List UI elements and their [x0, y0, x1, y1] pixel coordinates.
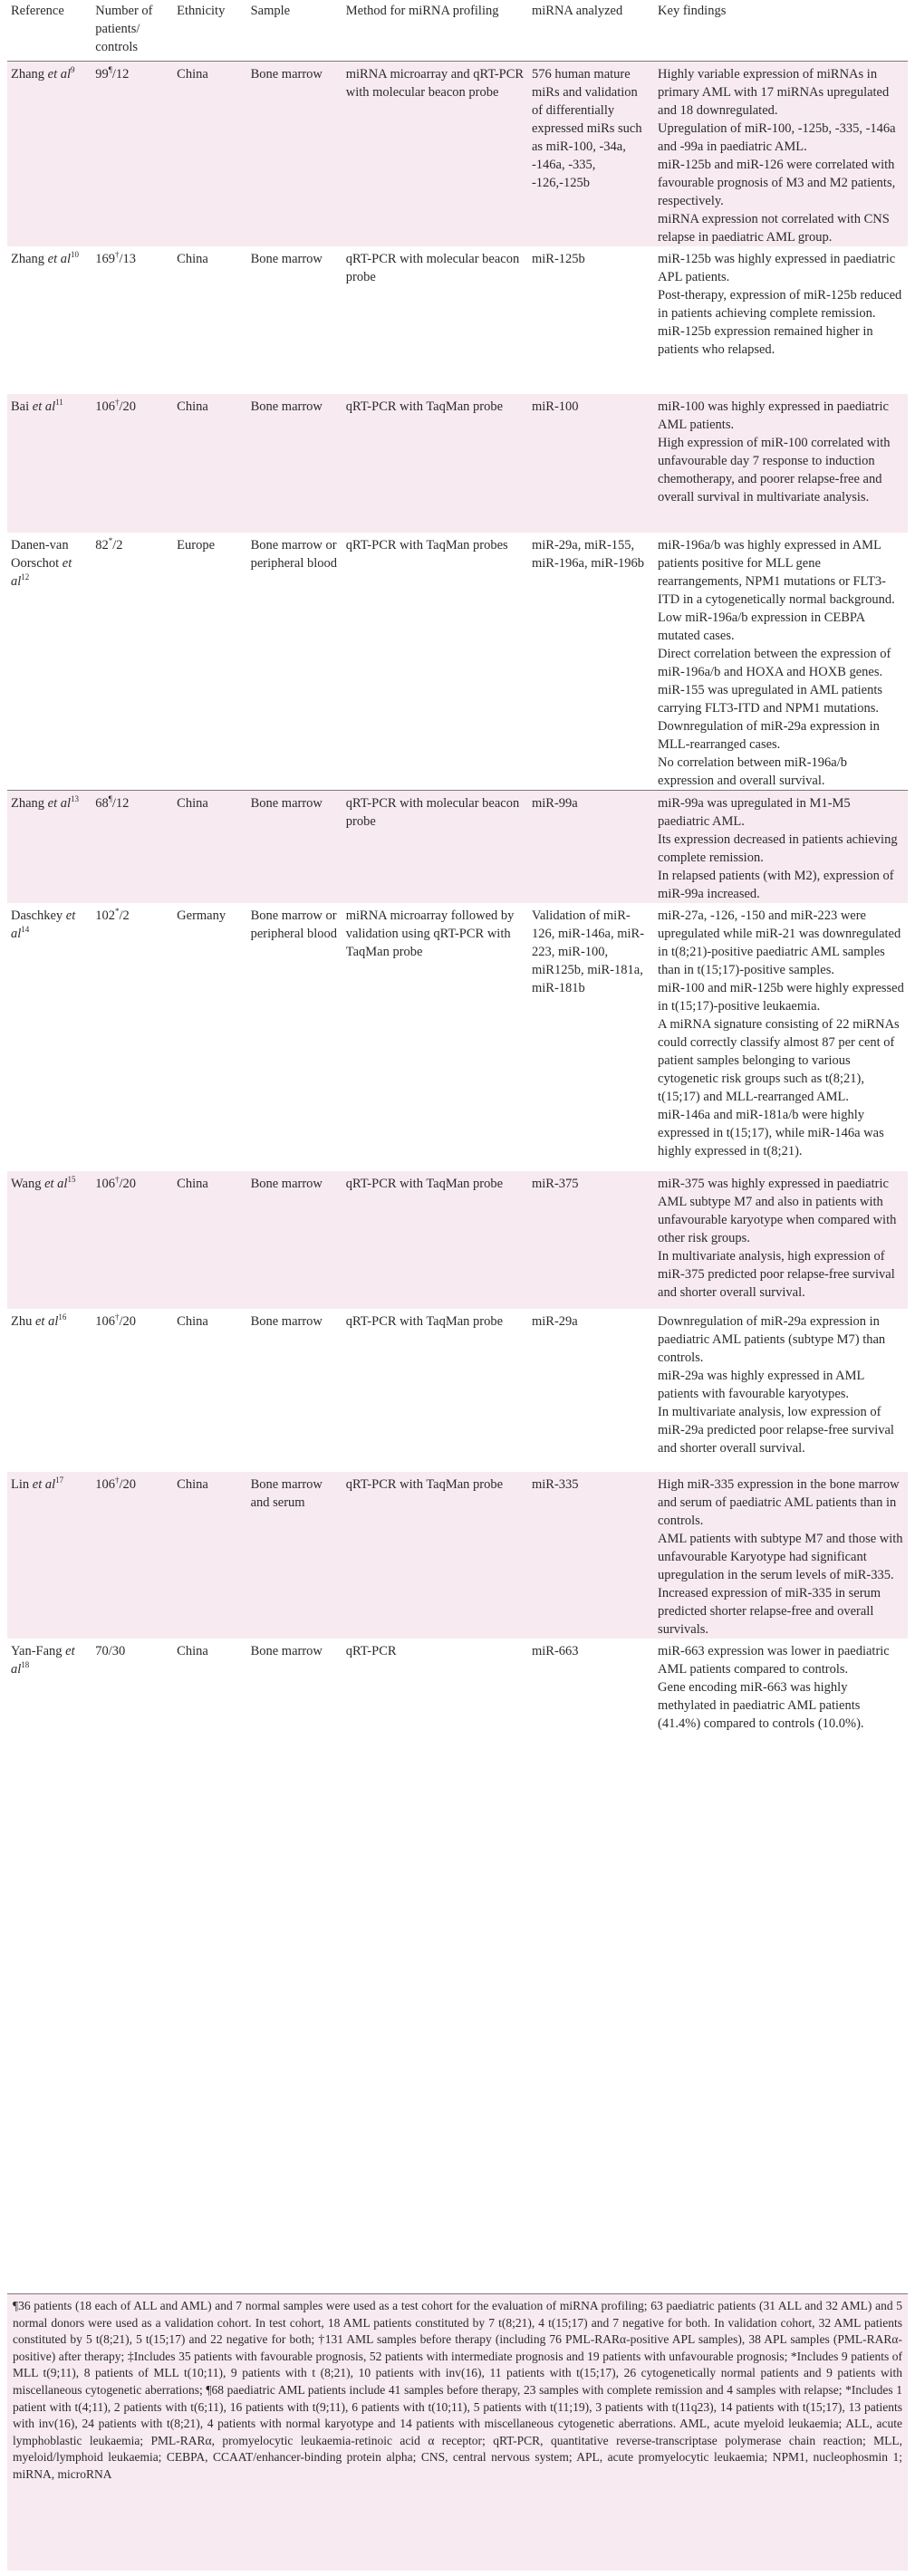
- finding-line: miRNA expression not correlated with CNS relapse in paediatric AML group.: [658, 211, 893, 245]
- findings-cell: [654, 1639, 908, 1799]
- method-value: qRT-PCR: [345, 1643, 397, 1658]
- method-cell: [342, 1639, 528, 1799]
- finding-line: miR-99a was upregulated in M1-M5 paediatric AML.: [658, 795, 854, 829]
- reference-cell: [7, 903, 92, 1171]
- method-value: qRT-PCR with TaqMan probe: [345, 1476, 504, 1492]
- mirna-cell: [528, 790, 654, 903]
- header-key-findings: Key findings: [654, 0, 908, 61]
- reference-etal: et al: [47, 66, 72, 82]
- patients-controls-cell: [92, 903, 173, 1171]
- finding-line: miR-125b expression remained higher in patients who relapsed.: [658, 323, 877, 357]
- ethnicity-cell: [173, 246, 246, 394]
- finding-line: miR-100 was highly expressed in paediatric AML patients.: [658, 399, 891, 432]
- finding-line: In multivariate analysis, low expression of miR-29a predicted poor relapse-free survival and shorter overall survival.: [658, 1404, 898, 1456]
- controls-count: /20: [119, 399, 137, 414]
- sample-value: Bone marrow: [250, 795, 323, 811]
- finding-line: miR-146a and miR-181a/b were highly expressed in t(15;17), while miR-146a was highly expressed in t(8;21).: [658, 1107, 888, 1158]
- patients-controls-cell: [92, 533, 173, 791]
- patients-count: 106: [95, 1176, 116, 1191]
- patients-controls-cell: [92, 61, 173, 246]
- method-value: qRT-PCR with molecular beacon probe: [345, 795, 520, 829]
- reference-cell: [7, 790, 92, 903]
- patients-controls-cell: [92, 1472, 173, 1639]
- patients-footnote-mark: ¶: [108, 64, 112, 74]
- method-cell: [342, 1171, 528, 1309]
- patients-count: 169: [95, 251, 116, 266]
- mirna-cell: [528, 1171, 654, 1309]
- finding-line: miR-155 was upregulated in AML patients carrying FLT3-ITD and NPM1 mutations.: [658, 682, 886, 716]
- ethnicity-value: China: [177, 1643, 208, 1658]
- method-cell: [342, 394, 528, 533]
- method-cell: [342, 533, 528, 791]
- finding-line: In multivariate analysis, high expression of miR-375 predicted poor relapse-free survival and shorter overall survival.: [658, 1248, 899, 1300]
- method-cell: [342, 790, 528, 903]
- reference-author: Zhang: [11, 66, 45, 82]
- finding-line: miR-27a, -126, -150 and miR-223 were upregulated while miR-21 was downregulated in t(8;21)-positive paediatric AML samples than in t(15;17)-positive samples.: [658, 908, 904, 977]
- patients-count: 68: [95, 795, 109, 811]
- reference-number: 17: [55, 1475, 64, 1485]
- table-body: [7, 61, 908, 1799]
- controls-count: /2: [112, 537, 123, 553]
- finding-line: miR-663 expression was lower in paediatric AML patients compared to controls.: [658, 1643, 892, 1677]
- sample-cell: [247, 1309, 342, 1472]
- header-reference: Reference: [7, 0, 92, 61]
- mirna-value: miR-100: [531, 399, 579, 414]
- ethnicity-cell: [173, 1171, 246, 1309]
- sample-value: Bone marrow: [250, 1176, 323, 1191]
- reference-cell: [7, 1639, 92, 1799]
- table-row: [7, 394, 908, 533]
- header-method: Method for miRNA profiling: [342, 0, 528, 61]
- sample-value: Bone marrow or peripheral blood: [250, 908, 338, 941]
- ethnicity-cell: [173, 1639, 246, 1799]
- sample-cell: [247, 533, 342, 791]
- sample-cell: [247, 394, 342, 533]
- sample-cell: [247, 903, 342, 1171]
- reference-author: Lin: [11, 1476, 30, 1492]
- reference-etal: et al: [47, 251, 72, 266]
- mirna-cell: [528, 394, 654, 533]
- reference-number: 9: [71, 64, 75, 74]
- finding-line: miR-125b was highly expressed in paediatric APL patients.: [658, 251, 899, 284]
- footnote-text: ¶36 patients (18 each of ALL and AML) and 7 normal samples were used as a test cohort for the evaluation of miRNA profiling; 63 paediatric patients (31 ALL and 32 AML) and 5 normal donors were used as a validation cohort. In test cohort, 18 AML patients constituted by 7 t(8;21), 4 t(15;17) and 7 negative for both. In validation cohort, 32 AML patients constituted by 5 t(8;21), 5 t(15;17) and 22 negative for both; †131 AML samples before therapy (including 76 PML-RARα-positive APL samples), 38 APL samples (PML-RARα-positive) after therapy; ‡Includes 35 patients with favourable prognosis, 52 patients with intermediate prognosis and 19 patients with unfavourable prognosis; *Includes 9 patients of MLL t(9;11), 8 patients of MLL t(10;11), 9 patients with t (8;21), 10 patients with inv(16), 11 patients with t(15;17), 26 cytogenetically normal patients and 9 patients with miscellaneous cytogenetic aberrations; ¶68 paediatric AML patients include 41 samples before therapy, 23 samples with complete remission and 4 samples with relapse; *Includes 1 patient with t(4;11), 2 patients with t(6;11), 16 patients with t(9;11), 6 patients with t(10;11), 5 patients with t(11;19), 3 patients with t(11q23), 14 patients with t(15;17), 13 patients with inv(16), 24 patients with t(8;21), 4 patients with normal karyotype and 14 patients with miscellaneous cytogenetic aberrations. AML, acute myeloid leukaemia; ALL, acute lymphoblastic leukaemia; PML-RARα, promyelocytic leukaemia-retinoic acid α receptor; qRT-PCR, quantitative reverse-transcriptase polymerase chain reaction; MLL, myeloid/lymphoid leukaemia; CEBPA, CCAAT/enhancer-binding protein alpha; CNS, central nervous system; APL, acute promyelocytic leukaemia; NPM1, nucleophosmin 1; miRNA, microRNA: [13, 2299, 902, 2481]
- method-value: qRT-PCR with molecular beacon probe: [345, 251, 520, 284]
- sample-value: Bone marrow: [250, 1313, 323, 1329]
- reference-cell: [7, 533, 92, 791]
- finding-line: miR-196a/b was highly expressed in AML patients positive for MLL gene rearrangements, NPM1 mutations or FLT3-ITD in a cytogenetically normal background.: [658, 537, 895, 607]
- reference-number: 14: [21, 924, 30, 934]
- reference-number: 10: [71, 249, 80, 259]
- mirna-cell: [528, 1639, 654, 1799]
- table-row: [7, 533, 908, 791]
- ethnicity-value: Europe: [177, 537, 216, 553]
- ethnicity-value: China: [177, 251, 208, 266]
- finding-line: Gene encoding miR-663 was highly methylated in paediatric AML patients (41.4%) compared to controls (10.0%).: [658, 1679, 864, 1731]
- ethnicity-cell: [173, 394, 246, 533]
- reference-etal: et al: [11, 555, 72, 589]
- reference-number: 11: [55, 397, 63, 407]
- controls-count: /20: [119, 1476, 137, 1492]
- table-row: [7, 1472, 908, 1639]
- patients-count: 106: [95, 399, 116, 414]
- sample-cell: [247, 61, 342, 246]
- finding-line: Post-therapy, expression of miR-125b reduced in patients achieving complete remission.: [658, 287, 905, 321]
- controls-count: /30: [108, 1643, 126, 1658]
- header-ethnicity: Ethnicity: [173, 0, 246, 61]
- patients-footnote-mark: ¶: [108, 793, 112, 803]
- finding-line: miR-375 was highly expressed in paediatric AML subtype M7 and also in patients with unfavourable karyotype when compared with other risk groups.: [658, 1176, 900, 1245]
- ethnicity-value: China: [177, 66, 208, 82]
- reference-author: Bai: [11, 399, 30, 414]
- header-sample: Sample: [247, 0, 342, 61]
- finding-line: Its expression decreased in patients achieving complete remission.: [658, 831, 901, 865]
- patients-controls-cell: [92, 246, 173, 394]
- mirna-cell: [528, 61, 654, 246]
- patients-count: 106: [95, 1313, 116, 1329]
- table-row: [7, 790, 908, 903]
- ethnicity-cell: [173, 790, 246, 903]
- reference-etal: et al: [11, 908, 76, 941]
- table-row: [7, 1171, 908, 1309]
- patients-footnote-mark: *: [108, 535, 113, 545]
- finding-line: High miR-335 expression in the bone marrow and serum of paediatric AML patients than in controls.: [658, 1476, 903, 1528]
- method-value: qRT-PCR with TaqMan probe: [345, 399, 504, 414]
- reference-number: 18: [21, 1659, 30, 1669]
- mirna-value: miR-99a: [531, 795, 578, 811]
- table-row: [7, 61, 908, 246]
- findings-cell: [654, 61, 908, 246]
- ethnicity-cell: [173, 1309, 246, 1472]
- sample-value: Bone marrow: [250, 66, 323, 82]
- finding-line: AML patients with subtype M7 and those with unfavourable Karyotype had significant upregulation in the serum levels of miR-335.: [658, 1531, 907, 1582]
- finding-line: No correlation between miR-196a/b expression and overall survival.: [658, 755, 851, 788]
- reference-author: Danen-van Oorschot: [11, 537, 69, 571]
- patients-count: 102: [95, 908, 116, 923]
- patients-count: 106: [95, 1476, 116, 1492]
- mirna-value: 576 human mature miRs and validation of differentially expressed miRs such as miR-100, -34a, -146a, -335, -126,-125b: [531, 66, 642, 190]
- reference-number: 13: [71, 793, 80, 803]
- ethnicity-value: China: [177, 1176, 208, 1191]
- reference-author: Zhu: [11, 1313, 33, 1329]
- method-value: miRNA microarray followed by validation using qRT-PCR with TaqMan probe: [345, 908, 515, 959]
- patients-footnote-mark: †: [115, 1312, 120, 1322]
- ethnicity-value: China: [177, 1313, 208, 1329]
- finding-line: Downregulation of miR-29a expression in paediatric AML patients (subtype M7) than controls.: [658, 1313, 889, 1365]
- controls-count: /13: [119, 251, 137, 266]
- mirna-cell: [528, 533, 654, 791]
- table-row: [7, 246, 908, 394]
- patients-controls-cell: [92, 1639, 173, 1799]
- findings-cell: [654, 1171, 908, 1309]
- reference-etal: et al: [44, 1176, 68, 1191]
- ethnicity-value: China: [177, 399, 208, 414]
- reference-cell: [7, 1309, 92, 1472]
- finding-line: Increased expression of miR-335 in serum predicted shorter relapse-free and overall survivals.: [658, 1585, 884, 1637]
- sample-cell: [247, 246, 342, 394]
- method-cell: [342, 1309, 528, 1472]
- reference-author: Yan-Fang: [11, 1643, 63, 1658]
- reference-cell: [7, 1171, 92, 1309]
- findings-cell: [654, 246, 908, 394]
- sample-cell: [247, 1472, 342, 1639]
- reference-cell: [7, 1472, 92, 1639]
- header-mirna-analyzed: miRNA analyzed: [528, 0, 654, 61]
- mirna-cell: [528, 246, 654, 394]
- mirna-value: miR-125b: [531, 251, 585, 266]
- mirna-table: [7, 0, 908, 1799]
- table-row: [7, 1639, 908, 1799]
- patients-controls-cell: [92, 1171, 173, 1309]
- table-footnote: [7, 2293, 908, 2571]
- findings-cell: [654, 790, 908, 903]
- reference-number: 15: [67, 1174, 76, 1184]
- ethnicity-value: Germany: [177, 908, 226, 923]
- mirna-value: miR-663: [531, 1643, 579, 1658]
- mirna-cell: [528, 1472, 654, 1639]
- patients-footnote-mark: †: [115, 249, 120, 259]
- patients-footnote-mark: †: [115, 1174, 120, 1184]
- sample-cell: [247, 1639, 342, 1799]
- finding-line: Downregulation of miR-29a expression in MLL-rearranged cases.: [658, 718, 883, 752]
- mirna-value: miR-335: [531, 1476, 579, 1492]
- reference-etal: et al: [34, 1313, 59, 1329]
- method-value: qRT-PCR with TaqMan probes: [345, 537, 508, 553]
- reference-cell: [7, 246, 92, 394]
- reference-etal: et al: [11, 1643, 75, 1677]
- method-cell: [342, 903, 528, 1171]
- ethnicity-cell: [173, 903, 246, 1171]
- mirna-value: miR-29a, miR-155, miR-196a, miR-196b: [531, 537, 645, 571]
- sample-value: Bone marrow: [250, 1643, 323, 1658]
- patients-controls-cell: [92, 790, 173, 903]
- ethnicity-value: China: [177, 1476, 208, 1492]
- controls-count: /12: [111, 795, 130, 811]
- findings-cell: [654, 533, 908, 791]
- controls-count: /12: [111, 66, 130, 82]
- reference-cell: [7, 61, 92, 246]
- method-value: miRNA microarray and qRT-PCR with molecular beacon probe: [345, 66, 525, 100]
- finding-line: In relapsed patients (with M2), expression of miR-99a increased.: [658, 868, 898, 901]
- patients-count: 70: [95, 1643, 109, 1658]
- sample-value: Bone marrow: [250, 399, 323, 414]
- patients-controls-cell: [92, 1309, 173, 1472]
- finding-line: Low miR-196a/b expression in CEBPA mutated cases.: [658, 610, 868, 643]
- patients-footnote-mark: †: [115, 1475, 120, 1485]
- finding-line: Highly variable expression of miRNAs in primary AML with 17 miRNAs upregulated and 18 downregulated.: [658, 66, 892, 118]
- finding-line: A miRNA signature consisting of 22 miRNAs could correctly classify almost 87 per cent of patient samples belonging to various cytogenetic risk groups such as t(8;21), t(15;17) and MLL-rearranged AML.: [658, 1016, 903, 1104]
- table-row: [7, 903, 908, 1171]
- method-cell: [342, 61, 528, 246]
- finding-line: High expression of miR-100 correlated with unfavourable day 7 response to induction chemotherapy, and poorer relapse-free and overall survival in multivariate analysis.: [658, 435, 894, 505]
- method-cell: [342, 246, 528, 394]
- ethnicity-cell: [173, 1472, 246, 1639]
- mirna-value: miR-375: [531, 1176, 579, 1191]
- patients-count: 82: [95, 537, 109, 553]
- findings-cell: [654, 394, 908, 533]
- table-header-row: [7, 0, 908, 61]
- reference-number: 12: [21, 572, 30, 582]
- finding-line: miR-100 and miR-125b were highly expressed in t(15;17)-positive leukaemia.: [658, 980, 908, 1014]
- reference-etal: et al: [32, 1476, 56, 1492]
- method-cell: [342, 1472, 528, 1639]
- table-row: [7, 1309, 908, 1472]
- ethnicity-value: China: [177, 795, 208, 811]
- patients-count: 99: [95, 66, 109, 82]
- header-patients-controls: Number of patients/ controls: [92, 0, 173, 61]
- finding-line: miR-125b and miR-126 were correlated with favourable prognosis of M3 and M2 patients, respectively.: [658, 157, 899, 208]
- finding-line: Upregulation of miR-100, -125b, -335, -146a and -99a in paediatric AML.: [658, 120, 900, 154]
- mirna-cell: [528, 903, 654, 1171]
- reference-cell: [7, 394, 92, 533]
- reference-number: 16: [58, 1312, 67, 1322]
- reference-etal: et al: [47, 795, 72, 811]
- sample-cell: [247, 790, 342, 903]
- sample-cell: [247, 1171, 342, 1309]
- reference-author: Daschkey: [11, 908, 63, 923]
- ethnicity-cell: [173, 533, 246, 791]
- reference-author: Zhang: [11, 795, 45, 811]
- reference-author: Zhang: [11, 251, 45, 266]
- ethnicity-cell: [173, 61, 246, 246]
- mirna-value: miR-29a: [531, 1313, 578, 1329]
- method-value: qRT-PCR with TaqMan probe: [345, 1313, 504, 1329]
- findings-cell: [654, 1472, 908, 1639]
- sample-value: Bone marrow and serum: [250, 1476, 323, 1510]
- finding-line: Direct correlation between the expression of miR-196a/b and HOXA and HOXB genes.: [658, 646, 894, 679]
- finding-line: miR-29a was highly expressed in AML patients with favourable karyotypes.: [658, 1368, 868, 1401]
- controls-count: /20: [119, 1313, 137, 1329]
- method-value: qRT-PCR with TaqMan probe: [345, 1176, 504, 1191]
- patients-controls-cell: [92, 394, 173, 533]
- patients-footnote-mark: *: [115, 906, 120, 916]
- mirna-cell: [528, 1309, 654, 1472]
- findings-cell: [654, 903, 908, 1171]
- controls-count: /20: [119, 1176, 137, 1191]
- controls-count: /2: [119, 908, 130, 923]
- findings-cell: [654, 1309, 908, 1472]
- reference-etal: et al: [32, 399, 56, 414]
- sample-value: Bone marrow or peripheral blood: [250, 537, 338, 571]
- patients-footnote-mark: †: [115, 397, 120, 407]
- reference-author: Wang: [11, 1176, 42, 1191]
- mirna-value: Validation of miR-126, miR-146a, miR-223, miR-100, miR125b, miR-181a, miR-181b: [531, 908, 645, 995]
- sample-value: Bone marrow: [250, 251, 323, 266]
